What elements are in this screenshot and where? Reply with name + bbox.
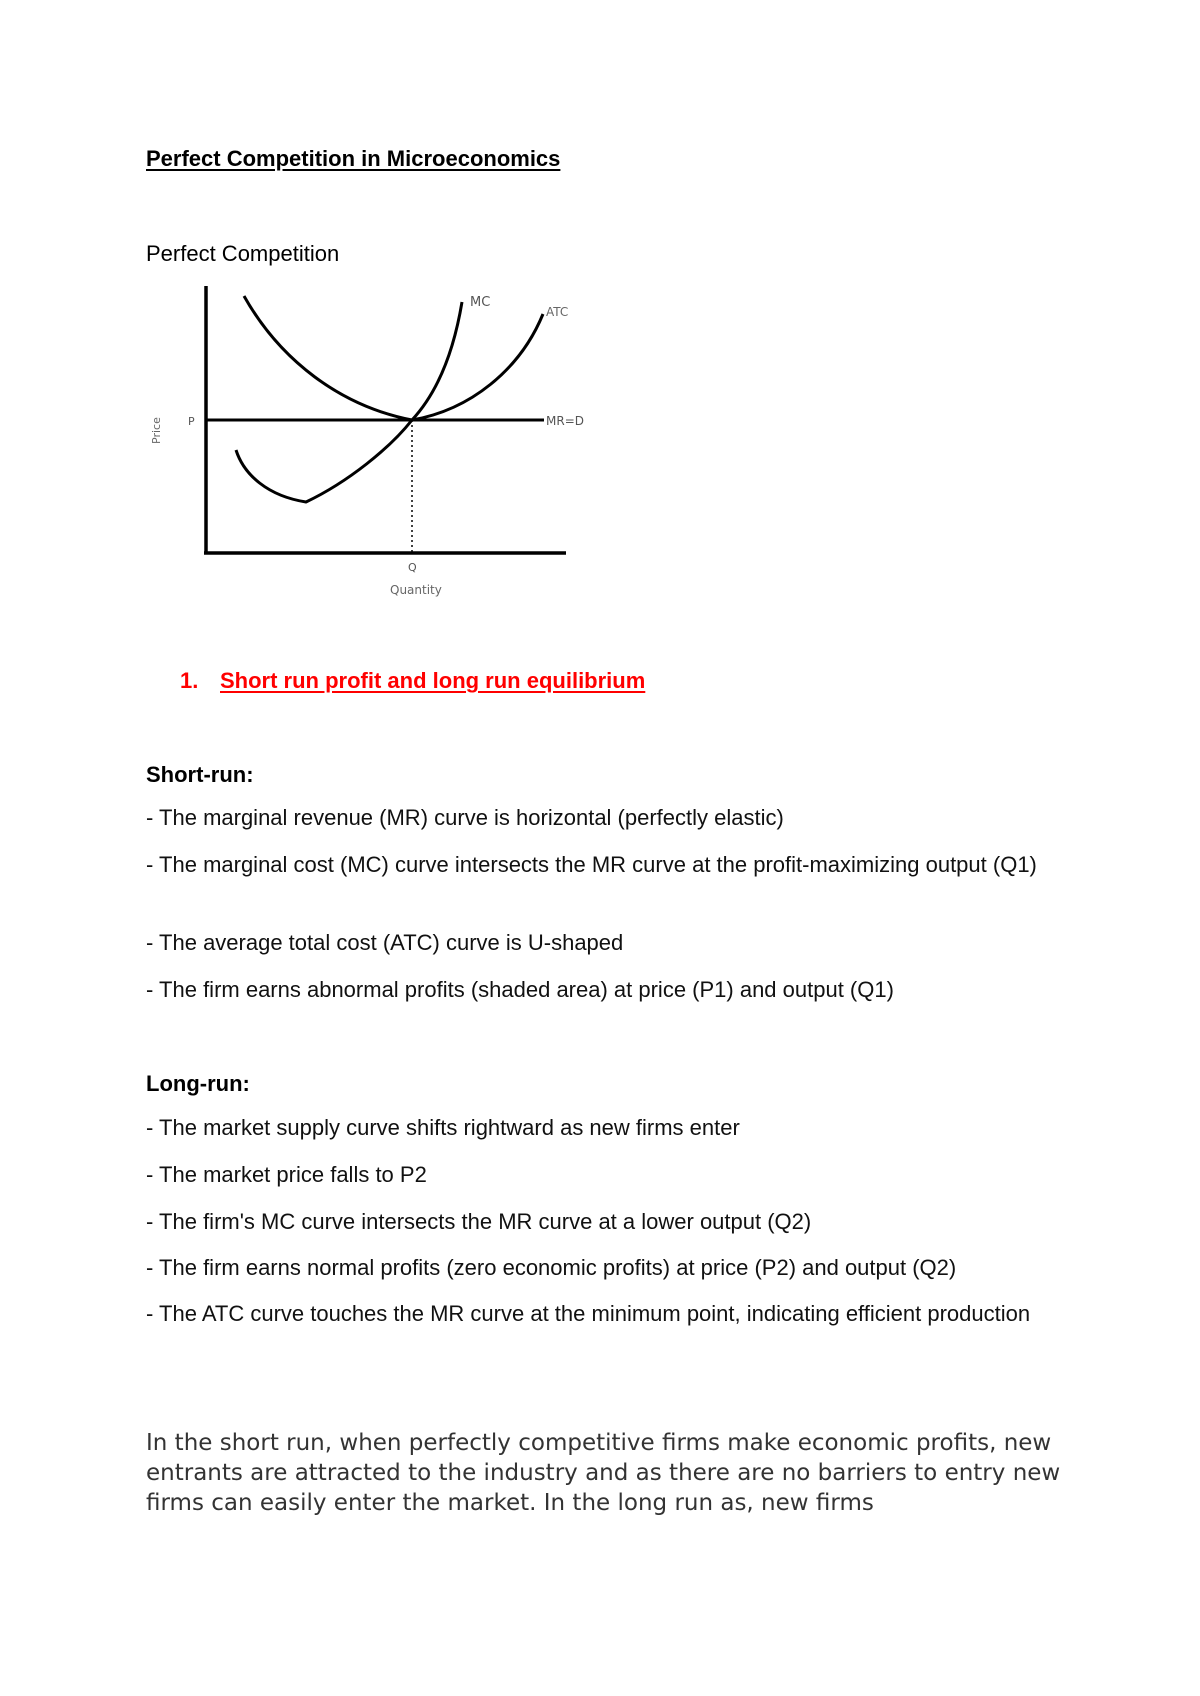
mc-label: MC bbox=[470, 295, 491, 310]
short-run-item: - The average total cost (ATC) curve is U-shaped bbox=[146, 930, 624, 955]
long-run-item: - The ATC curve touches the MR curve at the minimum point, indicating efficient production bbox=[146, 1301, 1031, 1326]
long-run-item: - The market price falls to P2 bbox=[146, 1162, 427, 1187]
mr-label: MR=D bbox=[546, 414, 584, 428]
atc-label: ATC bbox=[546, 305, 569, 319]
price-axis-label: Price bbox=[150, 417, 163, 444]
diagram-caption: Perfect Competition bbox=[146, 241, 340, 266]
long-run-item: - The firm earns normal profits (zero economic profits) at price (P2) and output (Q2) bbox=[146, 1255, 957, 1280]
short-run-item: - The marginal cost (MC) curve intersects the MR curve at the profit-maximizing output (Q1) bbox=[146, 852, 1037, 877]
long-run-item: - The market supply curve shifts rightward as new firms enter bbox=[146, 1115, 740, 1140]
perfect-competition-diagram bbox=[140, 270, 610, 610]
section-number: 1. bbox=[180, 668, 199, 693]
q-label: Q bbox=[408, 561, 417, 574]
section-heading-1 bbox=[180, 668, 645, 694]
short-run-heading: Short-run: bbox=[146, 762, 254, 787]
quantity-axis-label: Quantity bbox=[390, 583, 442, 597]
short-run-item: - The marginal revenue (MR) curve is horizontal (perfectly elastic) bbox=[146, 805, 784, 830]
closing-paragraph: In the short run, when perfectly competitive firms make economic profits, new entrants are attracted to the industry and as there are no barriers to entry new firms can easily enter the market. In the long run as, new firms bbox=[146, 1430, 1061, 1516]
long-run-item: - The firm's MC curve intersects the MR curve at a lower output (Q2) bbox=[146, 1209, 812, 1234]
p-label: P bbox=[188, 415, 195, 428]
atc-curve bbox=[244, 296, 543, 420]
short-run-item: - The firm earns abnormal profits (shaded area) at price (P1) and output (Q1) bbox=[146, 977, 894, 1002]
document-title: Perfect Competition in Microeconomics bbox=[146, 146, 561, 171]
long-run-heading: Long-run: bbox=[146, 1071, 250, 1096]
section-heading-text: Short run profit and long run equilibrium bbox=[220, 668, 646, 693]
